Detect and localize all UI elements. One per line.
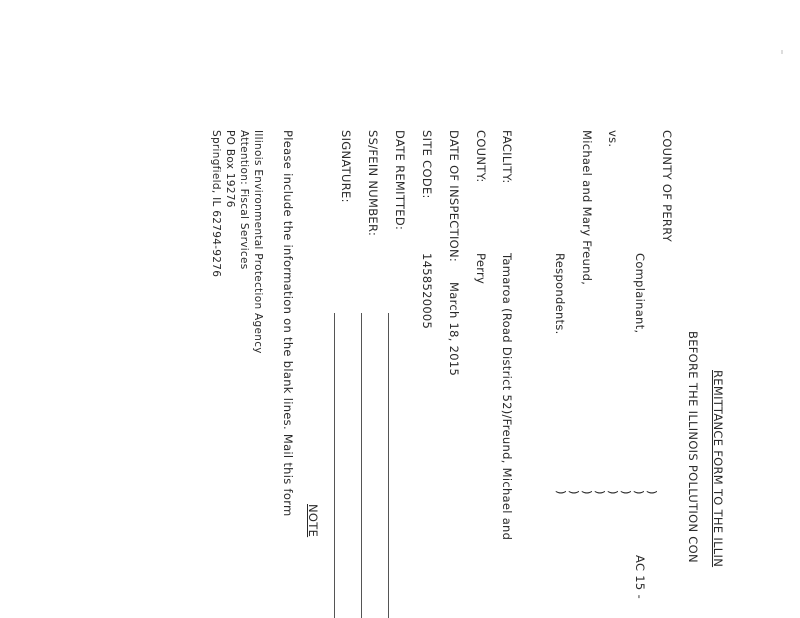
- county-heading: COUNTY OF PERRY: [660, 130, 674, 243]
- signature-blank-line: [334, 313, 335, 618]
- bracket-column: ): [632, 490, 646, 495]
- inspection-date-value: March 18, 2015: [447, 282, 461, 377]
- county-label: COUNTY:: [474, 130, 488, 183]
- bracket-column: ): [645, 490, 659, 495]
- respondent-names: Michael and Mary Freund,: [580, 130, 594, 286]
- address-line: PO Box 19276: [224, 130, 236, 208]
- county-value: Perry: [474, 253, 488, 285]
- inspection-date-label: DATE OF INSPECTION:: [447, 130, 461, 263]
- vs-label: vs.: [606, 130, 620, 148]
- bracket-column: ): [593, 490, 607, 495]
- address-line: Attention: Fiscal Services: [238, 130, 250, 270]
- complainant-label: Complainant,: [633, 253, 647, 334]
- date-remitted-label: DATE REMITTED:: [393, 130, 407, 231]
- instructions-text: Please include the information on the blank lines. Mail this form: [281, 130, 295, 517]
- form-title: REMITTANCE FORM TO THE ILLIN: [711, 370, 725, 568]
- facility-value: Tamaroa (Road District 52)/Freund, Michael and: [500, 253, 514, 541]
- date-remitted-blank-line: [388, 313, 389, 618]
- address-line: Springfield, IL 62794-9276: [210, 130, 222, 278]
- site-code-value: 1458520005: [420, 253, 434, 330]
- facility-label: FACILITY:: [500, 130, 514, 184]
- ssfein-blank-line: [361, 313, 362, 618]
- site-code-label: SITE CODE:: [420, 130, 434, 199]
- bracket-column: ): [567, 490, 581, 495]
- bracket-column: ): [606, 490, 620, 495]
- case-number: AC 15 -: [633, 555, 647, 599]
- address-line: Illinois Environmental Protection Agency: [252, 130, 264, 354]
- bracket-column: ): [619, 490, 633, 495]
- bracket-column: ): [554, 490, 568, 495]
- bracket-column: ): [580, 490, 594, 495]
- ssfein-label: SS/FEIN NUMBER:: [366, 130, 380, 237]
- note-heading: NOTE: [306, 504, 320, 538]
- respondents-label: Respondents.: [553, 253, 567, 335]
- signature-label: SIGNATURE:: [339, 130, 353, 203]
- form-subtitle: BEFORE THE ILLINOIS POLLUTION CON: [686, 331, 700, 563]
- scan-artifact: [781, 50, 783, 54]
